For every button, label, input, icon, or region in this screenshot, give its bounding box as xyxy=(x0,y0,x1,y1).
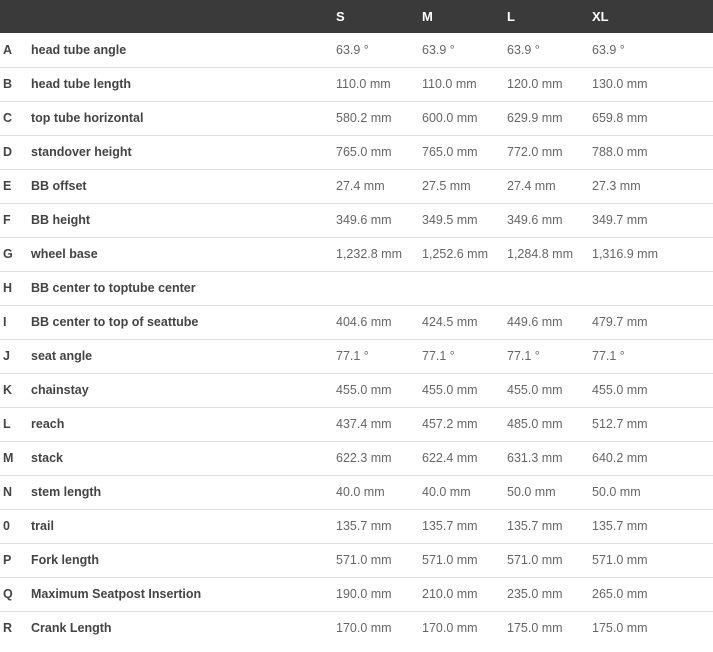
row-value-s: 135.7 mm xyxy=(332,509,418,543)
row-value-l: 235.0 mm xyxy=(503,577,588,611)
row-value-s: 1,232.8 mm xyxy=(332,237,418,271)
row-value-m: 63.9 ° xyxy=(418,33,503,67)
row-value-xl: 788.0 mm xyxy=(588,135,713,169)
row-letter: B xyxy=(0,67,28,101)
row-value-l xyxy=(503,271,588,305)
row-value-m: 622.4 mm xyxy=(418,441,503,475)
row-letter: P xyxy=(0,543,28,577)
geometry-table-body xyxy=(0,33,713,645)
row-value-l: 455.0 mm xyxy=(503,373,588,407)
row-measurement-name: standover height xyxy=(28,135,332,169)
table-row xyxy=(0,509,713,543)
table-row xyxy=(0,577,713,611)
row-value-m: 77.1 ° xyxy=(418,339,503,373)
row-value-l: 449.6 mm xyxy=(503,305,588,339)
row-value-m: 765.0 mm xyxy=(418,135,503,169)
row-value-s: 110.0 mm xyxy=(332,67,418,101)
table-row xyxy=(0,33,713,67)
row-letter: I xyxy=(0,305,28,339)
table-row xyxy=(0,373,713,407)
row-letter: K xyxy=(0,373,28,407)
row-value-s: 63.9 ° xyxy=(332,33,418,67)
row-value-l: 77.1 ° xyxy=(503,339,588,373)
row-value-s: 437.4 mm xyxy=(332,407,418,441)
row-value-xl: 512.7 mm xyxy=(588,407,713,441)
row-letter: 0 xyxy=(0,509,28,543)
header-size-l: L xyxy=(507,9,515,24)
table-row xyxy=(0,305,713,339)
row-measurement-name: stem length xyxy=(28,475,332,509)
row-measurement-name: Maximum Seatpost Insertion xyxy=(28,577,332,611)
row-value-s: 40.0 mm xyxy=(332,475,418,509)
row-measurement-name: seat angle xyxy=(28,339,332,373)
row-letter: H xyxy=(0,271,28,305)
row-value-xl: 349.7 mm xyxy=(588,203,713,237)
table-row xyxy=(0,135,713,169)
row-value-xl: 77.1 ° xyxy=(588,339,713,373)
header-size-s: S xyxy=(336,9,345,24)
table-row xyxy=(0,67,713,101)
row-value-m: 455.0 mm xyxy=(418,373,503,407)
row-value-m xyxy=(418,271,503,305)
row-letter: C xyxy=(0,101,28,135)
row-measurement-name: head tube length xyxy=(28,67,332,101)
row-value-l: 349.6 mm xyxy=(503,203,588,237)
row-value-s: 622.3 mm xyxy=(332,441,418,475)
row-value-m: 170.0 mm xyxy=(422,621,478,636)
row-value-xl: 27.3 mm xyxy=(588,169,713,203)
row-letter: R xyxy=(3,621,13,636)
row-measurement-name: reach xyxy=(28,407,332,441)
row-letter: M xyxy=(0,441,28,475)
row-value-s: 455.0 mm xyxy=(332,373,418,407)
header-size-m: M xyxy=(422,9,433,24)
row-value-xl: 130.0 mm xyxy=(588,67,713,101)
row-value-l: 27.4 mm xyxy=(503,169,588,203)
table-row xyxy=(0,339,713,373)
row-value-xl: 265.0 mm xyxy=(588,577,713,611)
row-value-l: 120.0 mm xyxy=(503,67,588,101)
row-letter: E xyxy=(0,169,28,203)
row-value-l: 631.3 mm xyxy=(503,441,588,475)
row-value-l: 135.7 mm xyxy=(503,509,588,543)
geometry-table-header xyxy=(0,0,713,33)
row-value-m: 600.0 mm xyxy=(418,101,503,135)
table-row xyxy=(0,237,713,271)
row-value-s: 190.0 mm xyxy=(332,577,418,611)
header-letter xyxy=(0,0,28,33)
row-measurement-name: chainstay xyxy=(28,373,332,407)
row-measurement-name: wheel base xyxy=(28,237,332,271)
row-value-l: 629.9 mm xyxy=(503,101,588,135)
row-letter: D xyxy=(0,135,28,169)
table-row xyxy=(0,611,713,645)
row-value-s: 765.0 mm xyxy=(332,135,418,169)
row-value-l: 571.0 mm xyxy=(503,543,588,577)
row-value-s: 27.4 mm xyxy=(332,169,418,203)
row-value-s: 571.0 mm xyxy=(332,543,418,577)
row-value-l: 175.0 mm xyxy=(507,621,563,636)
row-value-xl: 1,316.9 mm xyxy=(588,237,713,271)
row-value-s: 170.0 mm xyxy=(336,621,392,636)
row-value-m: 571.0 mm xyxy=(418,543,503,577)
row-letter: N xyxy=(0,475,28,509)
row-measurement-name: top tube horizontal xyxy=(28,101,332,135)
row-measurement-name: BB height xyxy=(28,203,332,237)
table-row xyxy=(0,169,713,203)
row-value-xl: 175.0 mm xyxy=(592,621,648,636)
row-value-m: 135.7 mm xyxy=(418,509,503,543)
row-value-l: 63.9 ° xyxy=(503,33,588,67)
row-value-m: 210.0 mm xyxy=(418,577,503,611)
row-value-l: 772.0 mm xyxy=(503,135,588,169)
row-value-s: 77.1 ° xyxy=(332,339,418,373)
row-value-xl: 50.0 mm xyxy=(588,475,713,509)
row-letter: Q xyxy=(0,577,28,611)
row-measurement-name: head tube angle xyxy=(28,33,332,67)
row-letter: A xyxy=(0,33,28,67)
row-measurement-name: Crank Length xyxy=(31,621,112,636)
row-value-xl: 659.8 mm xyxy=(588,101,713,135)
row-letter: L xyxy=(0,407,28,441)
row-value-s: 580.2 mm xyxy=(332,101,418,135)
row-value-l: 485.0 mm xyxy=(503,407,588,441)
table-row xyxy=(0,203,713,237)
table-row xyxy=(0,543,713,577)
row-value-m: 110.0 mm xyxy=(418,67,503,101)
row-value-m: 27.5 mm xyxy=(418,169,503,203)
row-measurement-name: trail xyxy=(28,509,332,543)
table-row xyxy=(0,271,713,305)
row-value-s: 404.6 mm xyxy=(332,305,418,339)
row-value-m: 457.2 mm xyxy=(418,407,503,441)
row-value-m: 1,252.6 mm xyxy=(418,237,503,271)
table-row xyxy=(0,407,713,441)
row-value-s xyxy=(332,271,418,305)
table-row xyxy=(0,441,713,475)
row-letter: G xyxy=(0,237,28,271)
row-letter: F xyxy=(0,203,28,237)
row-value-l: 50.0 mm xyxy=(503,475,588,509)
row-measurement-name: BB center to top of seattube xyxy=(28,305,332,339)
header-size-xl: XL xyxy=(592,9,609,24)
header-row xyxy=(0,0,713,33)
row-value-s: 349.6 mm xyxy=(332,203,418,237)
row-value-xl: 640.2 mm xyxy=(588,441,713,475)
row-value-m: 40.0 mm xyxy=(418,475,503,509)
table-row xyxy=(0,101,713,135)
row-measurement-name: BB center to toptube center xyxy=(28,271,332,305)
row-value-xl xyxy=(588,271,713,305)
header-measurement xyxy=(28,0,332,33)
row-measurement-name: BB offset xyxy=(28,169,332,203)
row-value-xl: 479.7 mm xyxy=(588,305,713,339)
row-measurement-name: Fork length xyxy=(28,543,332,577)
row-value-xl: 135.7 mm xyxy=(588,509,713,543)
row-value-m: 349.5 mm xyxy=(418,203,503,237)
table-row xyxy=(0,475,713,509)
row-value-xl: 571.0 mm xyxy=(588,543,713,577)
row-measurement-name: stack xyxy=(28,441,332,475)
row-value-l: 1,284.8 mm xyxy=(503,237,588,271)
row-value-xl: 455.0 mm xyxy=(588,373,713,407)
row-value-m: 424.5 mm xyxy=(418,305,503,339)
row-value-xl: 63.9 ° xyxy=(588,33,713,67)
row-letter: J xyxy=(0,339,28,373)
